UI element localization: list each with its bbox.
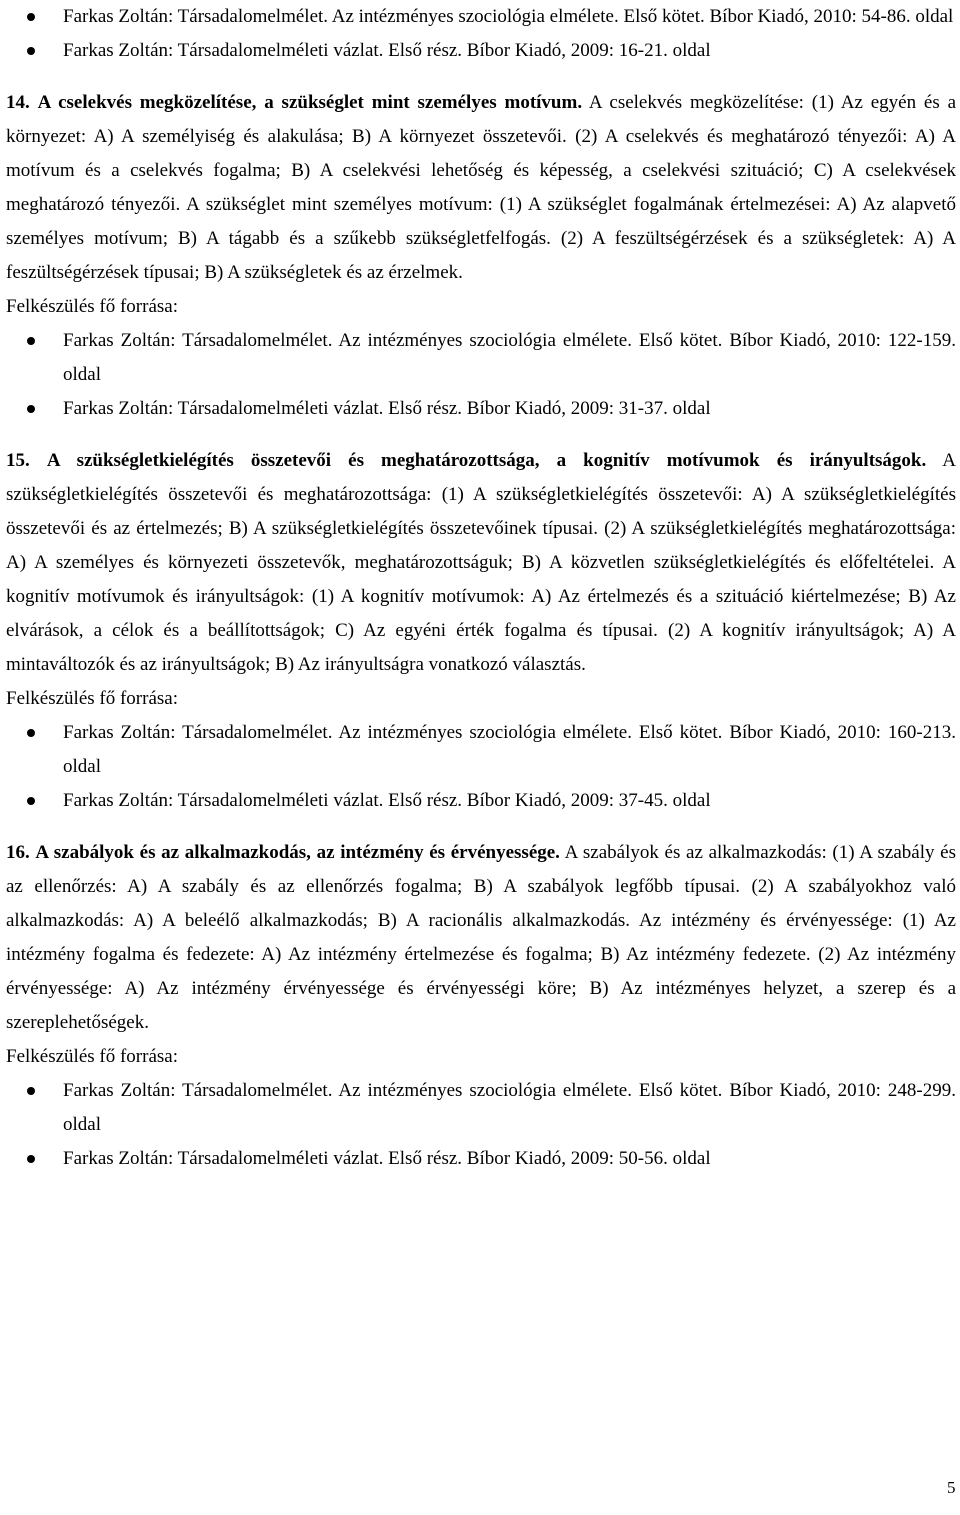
reference-text: Farkas Zoltán: Társadalomelmélet. Az intézményes szociológia elmélete. Első kötet. Bíbor Kiadó, 2010: 248-299. oldal <box>63 1080 956 1135</box>
document-page <box>6 0 956 1176</box>
top-reference-list <box>6 0 956 68</box>
bullet-icon <box>27 1155 35 1163</box>
section-body: A szabályok és az alkalmazkodás: (1) A szabály és az ellenőrzés: A) A szabály és az ellenőrzés fogalma; B) A szabályok legfőbb típusai. (2) A szabályokhoz való alkalmazkodás: A) A beleélő alkalmazkodás; B) A racionális alkalmazkodás. Az intézmény és érvényessége: (1) Az intézmény fogalma és fedezete: A) Az intézmény értelmezése és fogalma; B) Az intézmény fedezete. (2) Az intézmény érvényessége: A) Az intézmény érvényessége és érvényességi köre; B) Az intézményes helyzet, a szerep és a szereplehetőségek. <box>6 842 957 1033</box>
reference-item <box>6 34 956 68</box>
bullet-icon <box>27 797 35 805</box>
source-reference-list <box>6 324 956 426</box>
reference-text: Farkas Zoltán: Társadalomelméleti vázlat. Első rész. Bíbor Kiadó, 2009: 50-56. oldal <box>63 1148 711 1169</box>
bullet-icon <box>27 405 35 413</box>
bullet-icon <box>27 337 35 345</box>
source-reference-list <box>6 716 956 818</box>
section-number: 16. <box>6 842 30 863</box>
section-paragraph <box>6 444 956 682</box>
bullet-icon <box>27 47 35 55</box>
reference-text: Farkas Zoltán: Társadalomelmélet. Az intézményes szociológia elmélete. Első kötet. Bíbor Kiadó, 2010: 122-159. oldal <box>63 330 956 385</box>
source-label: Felkészülés fő forrása: <box>6 296 178 317</box>
section-title: A cselekvés megközelítése, a szükséglet mint személyes motívum. <box>37 92 583 113</box>
source-reference-list <box>6 1074 956 1176</box>
source-label: Felkészülés fő forrása: <box>6 1046 178 1067</box>
section-paragraph <box>6 86 956 290</box>
reference-item <box>6 0 956 34</box>
reference-item <box>6 324 956 392</box>
section-15 <box>6 444 956 818</box>
section-number: 15. <box>6 450 30 471</box>
source-label: Felkészülés fő forrása: <box>6 688 178 709</box>
page-number: 5 <box>947 1478 956 1497</box>
section-14 <box>6 86 956 426</box>
section-body: A szükségletkielégítés összetevői és meghatározottsága: (1) A szükségletkielégítés összetevői: A) A szükségletkielégítés összetevői és az értelmezés; B) A szükségletkielégítés összetevőinek típusai. (2) A szükségletkielégítés meghatározottsága: A) A személyes és környezeti összetevők, meghatározottságuk; B) A közvetlen szükségletkielégítés és előfeltételei. A kognitív motívumok és irányultságok: (1) A kognitív motívumok: A) Az értelmezés és a szituáció kiértelmezése; B) Az elvárások, a célok és a beállítottságok; C) Az egyéni érték fogalma és típusai. (2) A kognitív irányultságok; A) A mintaváltozók és az irányultságok; B) Az irányultságra vonatkozó választás. <box>6 450 957 675</box>
section-paragraph <box>6 836 956 1040</box>
bullet-icon <box>27 729 35 737</box>
section-16 <box>6 836 956 1176</box>
section-title: A szabályok és az alkalmazkodás, az intézmény és érvényessége. <box>35 842 560 863</box>
reference-item <box>6 1142 956 1176</box>
reference-text: Farkas Zoltán: Társadalomelmélet. Az intézményes szociológia elmélete. Első kötet. Bíbor Kiadó, 2010: 160-213. oldal <box>63 722 956 777</box>
reference-item <box>6 784 956 818</box>
section-title: A szükségletkielégítés összetevői és meghatározottsága, a kognitív motívumok és irányultságok. <box>46 450 927 471</box>
reference-text: Farkas Zoltán: Társadalomelméleti vázlat. Első rész. Bíbor Kiadó, 2009: 16-21. oldal <box>63 40 711 61</box>
reference-text: Farkas Zoltán: Társadalomelméleti vázlat. Első rész. Bíbor Kiadó, 2009: 37-45. oldal <box>63 790 711 811</box>
reference-text: Farkas Zoltán: Társadalomelméleti vázlat. Első rész. Bíbor Kiadó, 2009: 31-37. oldal <box>63 398 711 419</box>
section-number: 14. <box>6 92 30 113</box>
section-body: A cselekvés megközelítése: (1) Az egyén és a környezet: A) A személyiség és alakulása; B) A környezet összetevői. (2) A cselekvés és meghatározó tényezői: A) A motívum és a cselekvés fogalma; B) A cselekvési lehetőség és képesség, a cselekvési szituáció; C) A cselekvések meghatározó tényezői. A szükséglet mint személyes motívum: (1) A szükséglet fogalmának értelmezései: A) Az alapvető személyes motívum; B) A tágabb és a szűkebb szükségletfelfogás. (2) A feszültségérzések és a szükségletek: A) A feszültségérzések típusai; B) A szükségletek és az érzelmek. <box>6 92 957 283</box>
reference-item <box>6 392 956 426</box>
reference-item <box>6 1074 956 1142</box>
bullet-icon <box>27 13 35 21</box>
reference-text: Farkas Zoltán: Társadalomelmélet. Az intézményes szociológia elmélete. Első kötet. Bíbor Kiadó, 2010: 54-86. oldal <box>63 6 954 27</box>
bullet-icon <box>27 1087 35 1095</box>
reference-item <box>6 716 956 784</box>
